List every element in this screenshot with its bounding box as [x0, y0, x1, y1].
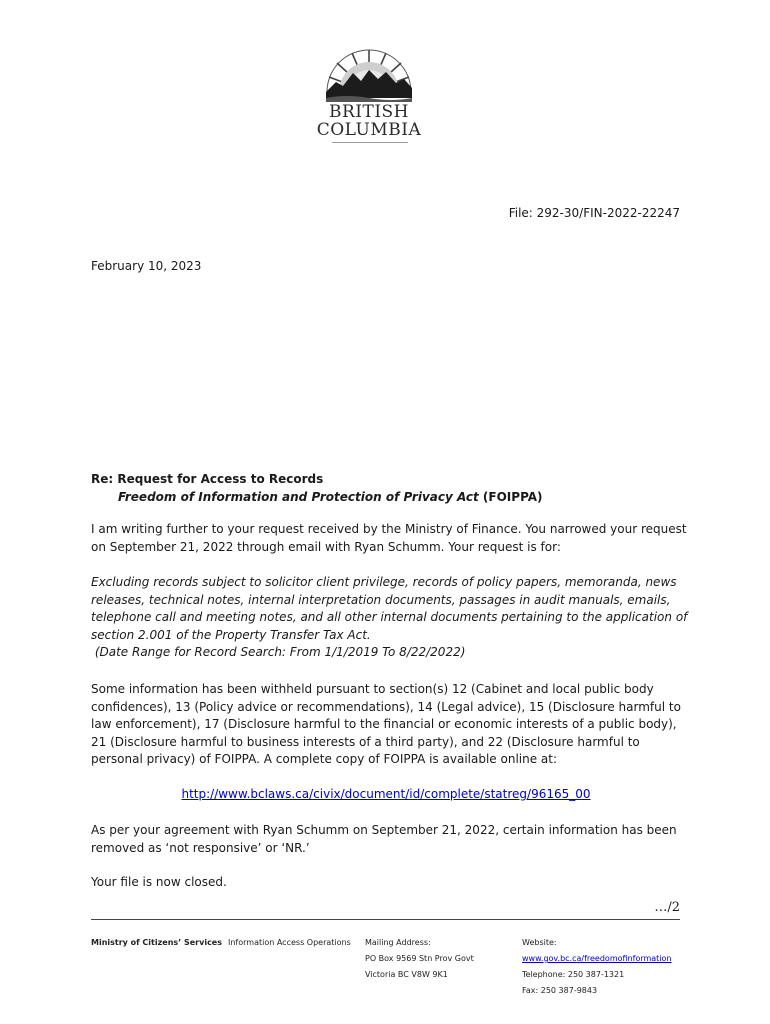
subject-line: Re: Request for Access to Records [91, 472, 324, 486]
act-line [118, 488, 543, 506]
body-paragraph-3: Some information has been withheld pursuant to section(s) 12 (Cabinet and local public body confidences), 13 (Policy advice or recommendations), 14 (Legal advice), 15 (Disclosure harmful to law enforcement), 17 (Disclosure harmful to the financial or economic interests of a public body), 21 (Disclosure harmful to business interests of a third party), and 22 (Disclosure harmful to personal privacy) of FOIPPA. A complete copy of FOIPPA is available online at: [91, 682, 681, 766]
body-paragraph-4: As per your agreement with Ryan Schumm on September 21, 2022, certain information has been removed as ‘not responsive’ or ‘NR.’ [91, 823, 677, 855]
sun-mountains-icon [326, 46, 412, 102]
mailing-line-1: PO Box 9569 Stn Prov Govt [365, 954, 474, 963]
telephone: Telephone: 250 387-1321 [522, 970, 625, 979]
page-continuation-marker: …/2 [654, 900, 680, 915]
footer-mailing-address [365, 935, 474, 983]
request-description [91, 574, 691, 662]
mailing-label: Mailing Address: [365, 938, 431, 947]
logo-divider [332, 142, 408, 143]
logo-text-british: BRITISH [328, 102, 410, 122]
foippa-link[interactable]: http://www.bclaws.ca/civix/document/id/complete/statreg/96165_00 [181, 787, 591, 801]
footer-office: Information Access Operations [228, 938, 351, 947]
request-date-range: (Date Range for Record Search: From 1/1/2019 To 8/22/2022) [91, 645, 466, 659]
logo-text-columbia: COLUMBIA [316, 120, 422, 140]
act-name: Freedom of Information and Protection of Privacy Act [118, 490, 479, 504]
body-paragraph-1: I am writing further to your request received by the Ministry of Finance. You narrowed your request on September 21, 2022 through email with Ryan Schumm. Your request is for: [91, 522, 687, 554]
footer-contact [522, 935, 672, 999]
website-link[interactable]: www.gov.bc.ca/freedomofinformation [522, 954, 672, 963]
subject-block [91, 470, 543, 506]
mailing-line-2: Victoria BC V8W 9K1 [365, 970, 448, 979]
website-label: Website: [522, 938, 557, 947]
letter-date: February 10, 2023 [91, 259, 202, 273]
request-text: Excluding records subject to solicitor client privilege, records of policy papers, memoranda, news releases, technical notes, internal interpretation documents, passages in audit manuals, emails, telephone call and meeting notes, and all other internal documents pertaining to the application of section 2.001 of the Property Transfer Tax Act. [91, 575, 688, 642]
footer-ministry: Ministry of Citizens’ Services [91, 938, 222, 947]
body-paragraph-5: Your file is now closed. [91, 875, 227, 889]
footer-divider [91, 919, 680, 920]
file-reference: File: 292-30/FIN-2022-22247 [508, 206, 680, 220]
fax: Fax: 250 387-9843 [522, 986, 598, 995]
act-abbrev: (FOIPPA) [478, 490, 543, 504]
bc-logo [314, 46, 424, 148]
